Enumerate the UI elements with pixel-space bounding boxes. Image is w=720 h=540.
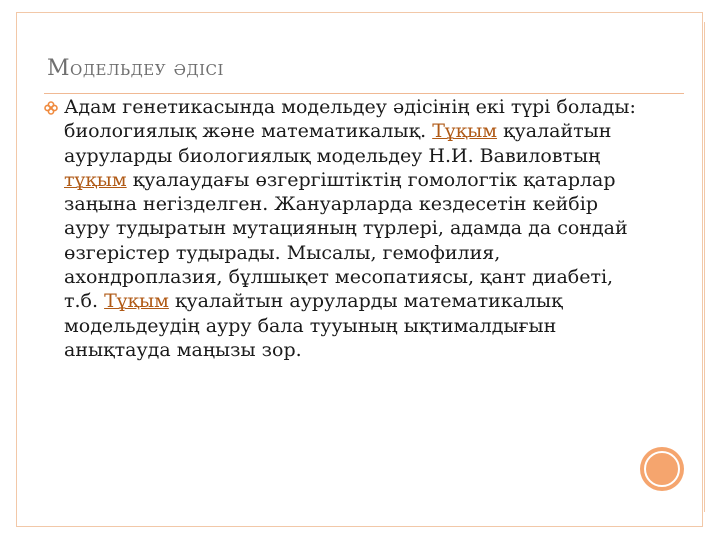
link-tukym[interactable]: тұқым <box>64 168 127 191</box>
title-divider <box>44 93 684 94</box>
link-tukym[interactable]: Тұқым <box>432 120 498 143</box>
body-text-segment: қуалайтын ауруларды биологиялық модельдеу Н.И. Вавиловтың <box>64 120 612 167</box>
flower-bullet-icon <box>44 100 58 114</box>
slide-title: Модельдеу әдісі <box>47 56 224 81</box>
body-text-segment: қуалайтын ауруларды математикалық модельдеудің ауру бала тууының ықтималдығын анықтауда маңызы зор. <box>64 290 563 361</box>
body-text-segment: Адам генетикасында модельдеу әдісінің екі түрі болады: биологиялық және математикалық. <box>64 96 636 143</box>
slide-body-text <box>64 95 644 362</box>
frame-side-line <box>704 22 705 512</box>
decorative-circle-ring <box>644 451 680 487</box>
link-tukym[interactable]: Тұқым <box>104 290 169 313</box>
body-text-segment: қуалаудағы өзгергіштіктің гомологтік қатарлар заңына негізделген. Жануарларда кездесетін кейбір ауру тудыратын мутацияның түрлері, адамда да сондай өзгерістер тудырады. Мысалы, гемофилия, ахондроплазия, бұлшықет месопатиясы, қант диабеті, т.б. <box>64 168 628 313</box>
